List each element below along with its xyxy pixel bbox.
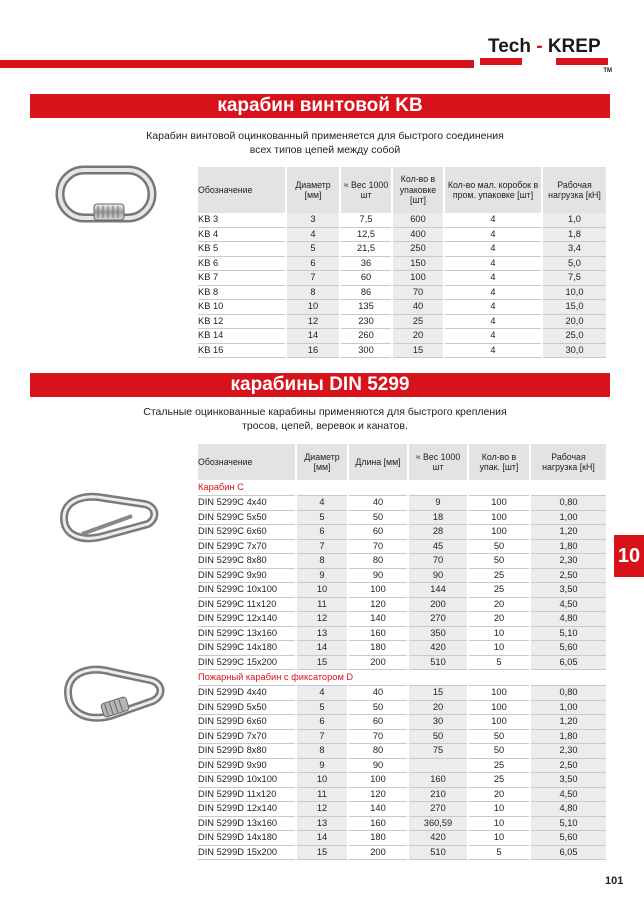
table-cell: 1,80 — [530, 729, 606, 744]
table-cell: 11 — [296, 597, 348, 612]
table-cell: 135 — [340, 300, 392, 315]
table-cell: 6,05 — [530, 845, 606, 860]
table-cell: 100 — [468, 700, 530, 715]
table-cell: 10,0 — [542, 285, 606, 300]
din-d-table-row — [198, 773, 606, 788]
table-cell: DIN 5299D 14x180 — [198, 831, 296, 846]
table-cell: 140 — [348, 802, 408, 817]
table-cell: 270 — [408, 802, 468, 817]
table-cell: DIN 5299C 8x80 — [198, 554, 296, 569]
table-cell: 510 — [408, 845, 468, 860]
table-cell: 160 — [348, 816, 408, 831]
table-cell: 10 — [468, 802, 530, 817]
table-cell: 100 — [392, 271, 444, 286]
table-cell: 7,5 — [542, 271, 606, 286]
table-cell: KB 5 — [198, 242, 286, 257]
table-cell: 260 — [340, 329, 392, 344]
table-cell: DIN 5299C 14x180 — [198, 641, 296, 656]
din-col-header: Длина [мм] — [348, 444, 408, 480]
table-cell: 10 — [468, 831, 530, 846]
table-cell: 10 — [468, 626, 530, 641]
table-cell: KB 8 — [198, 285, 286, 300]
table-cell: 350 — [408, 626, 468, 641]
table-cell: KB 10 — [198, 300, 286, 315]
kb-col-header: Обозначение — [198, 167, 286, 213]
table-cell: 80 — [348, 554, 408, 569]
table-cell: 30 — [408, 715, 468, 730]
din-c-table-row — [198, 554, 606, 569]
table-cell: 250 — [392, 242, 444, 257]
section-kb-title-text: карабин винтовой — [217, 95, 396, 116]
din-col-header: Кол-во в упак. [шт] — [468, 444, 530, 480]
table-cell: 4 — [444, 314, 542, 329]
table-cell: 8 — [286, 285, 340, 300]
table-cell: 5,10 — [530, 816, 606, 831]
table-cell: 1,20 — [530, 715, 606, 730]
table-cell: 60 — [348, 715, 408, 730]
table-cell: 86 — [340, 285, 392, 300]
table-cell: 2,30 — [530, 554, 606, 569]
kb-spec-table — [198, 167, 606, 358]
table-cell: 150 — [392, 256, 444, 271]
table-cell: 300 — [340, 343, 392, 358]
table-cell: 20 — [392, 329, 444, 344]
din-d-table-row — [198, 845, 606, 860]
section-kb-title — [30, 94, 610, 118]
din-d-table-row — [198, 744, 606, 759]
table-cell: 2,50 — [530, 568, 606, 583]
table-cell: 70 — [348, 539, 408, 554]
din-c-table-row — [198, 612, 606, 627]
header-stripe — [0, 60, 474, 68]
table-cell: DIN 5299C 7x70 — [198, 539, 296, 554]
table-cell: 4 — [444, 256, 542, 271]
section-kb-description-line2: всех типов цепей между собой — [249, 144, 401, 156]
table-cell: 50 — [408, 729, 468, 744]
table-cell: 60 — [340, 271, 392, 286]
table-cell: KB 16 — [198, 343, 286, 358]
din-c-table-row — [198, 496, 606, 511]
table-cell: 20 — [468, 597, 530, 612]
table-cell: 4,50 — [530, 787, 606, 802]
kb-col-header: Кол-во в упаковке [шт] — [392, 167, 444, 213]
table-cell: 75 — [408, 744, 468, 759]
table-cell: 5 — [468, 655, 530, 670]
brand-separator: - — [530, 36, 548, 57]
table-cell: DIN 5299C 5x50 — [198, 510, 296, 525]
table-cell: 1,8 — [542, 227, 606, 242]
table-cell: 420 — [408, 831, 468, 846]
table-cell: 50 — [468, 539, 530, 554]
table-cell: 4 — [444, 227, 542, 242]
table-cell: DIN 5299C 11x120 — [198, 597, 296, 612]
table-cell: 6 — [286, 256, 340, 271]
din-d-table-row — [198, 729, 606, 744]
table-cell: 6 — [296, 525, 348, 540]
table-cell: 100 — [468, 715, 530, 730]
table-cell: 100 — [468, 525, 530, 540]
table-cell: 7 — [286, 271, 340, 286]
kb-col-header: Кол-во мал. коробок в пром. упаковке [шт] — [444, 167, 542, 213]
table-cell: 6 — [296, 715, 348, 730]
table-cell: 25 — [392, 314, 444, 329]
table-cell: 1,80 — [530, 539, 606, 554]
table-cell: 1,0 — [542, 213, 606, 227]
table-cell: 4 — [444, 343, 542, 358]
table-cell: 360,59 — [408, 816, 468, 831]
section-kb-description — [100, 129, 550, 157]
trademark-mark: TM — [603, 68, 612, 74]
carabiner-d-image — [50, 660, 170, 730]
table-cell: DIN 5299D 4x40 — [198, 686, 296, 701]
table-cell: KB 14 — [198, 329, 286, 344]
table-cell: 40 — [348, 496, 408, 511]
table-cell: 25 — [468, 773, 530, 788]
table-cell: 5,0 — [542, 256, 606, 271]
section-din5299-description-line2: тросов, цепей, веревок и канатов. — [242, 420, 408, 432]
table-cell: 20 — [468, 612, 530, 627]
table-cell: 4 — [444, 242, 542, 257]
group-carabiner-d — [198, 670, 606, 686]
table-cell: 20 — [408, 700, 468, 715]
table-cell: 15 — [296, 655, 348, 670]
table-cell: DIN 5299C 12x140 — [198, 612, 296, 627]
table-cell: 7,5 — [340, 213, 392, 227]
table-cell: KB 4 — [198, 227, 286, 242]
table-cell: 70 — [348, 729, 408, 744]
table-cell: 10 — [286, 300, 340, 315]
table-cell: DIN 5299C 13x160 — [198, 626, 296, 641]
brand-right: KREP — [547, 36, 601, 57]
table-cell: 200 — [348, 845, 408, 860]
table-cell: 9 — [408, 496, 468, 511]
table-cell: DIN 5299C 9x90 — [198, 568, 296, 583]
table-cell: 200 — [348, 655, 408, 670]
din-table-header — [198, 444, 606, 480]
group-carabiner-d-label: Пожарный карабин с фиксатором D — [198, 670, 606, 686]
table-cell: 0,80 — [530, 686, 606, 701]
din-col-header: Диаметр [мм] — [296, 444, 348, 480]
table-cell: 70 — [392, 285, 444, 300]
din-c-table-row — [198, 626, 606, 641]
table-cell: 180 — [348, 831, 408, 846]
section-din5299-title — [30, 373, 610, 397]
table-cell: 180 — [348, 641, 408, 656]
din-c-table-row — [198, 568, 606, 583]
table-cell: 144 — [408, 583, 468, 598]
table-cell: 21,5 — [340, 242, 392, 257]
section-din5299-description — [100, 405, 550, 433]
din-d-table-row — [198, 686, 606, 701]
kb-col-header: ≈ Вес 1000 шт — [340, 167, 392, 213]
din-d-table-row — [198, 715, 606, 730]
table-cell: DIN 5299D 9x90 — [198, 758, 296, 773]
din5299-spec-table — [198, 444, 606, 860]
carabiner-c-image — [44, 488, 164, 548]
table-cell: 4 — [286, 227, 340, 242]
table-cell: DIN 5299D 8x80 — [198, 744, 296, 759]
din-d-table-row — [198, 831, 606, 846]
din-c-table-row — [198, 597, 606, 612]
table-cell: DIN 5299D 12x140 — [198, 802, 296, 817]
table-cell: 25 — [468, 758, 530, 773]
table-cell: 25 — [468, 568, 530, 583]
group-carabiner-c — [198, 480, 606, 496]
table-cell: DIN 5299D 15x200 — [198, 845, 296, 860]
table-cell: 14 — [286, 329, 340, 344]
table-cell: 70 — [408, 554, 468, 569]
table-cell: 510 — [408, 655, 468, 670]
table-cell: 210 — [408, 787, 468, 802]
table-cell: 40 — [392, 300, 444, 315]
table-cell: 600 — [392, 213, 444, 227]
table-cell: KB 3 — [198, 213, 286, 227]
din-col-header: Рабочая нагрузка [кН] — [530, 444, 606, 480]
table-cell: 100 — [468, 686, 530, 701]
din-d-table-row — [198, 802, 606, 817]
table-cell: 6,05 — [530, 655, 606, 670]
table-cell: 4 — [444, 300, 542, 315]
table-cell: 200 — [408, 597, 468, 612]
table-cell: 1,20 — [530, 525, 606, 540]
table-cell: DIN 5299D 6x60 — [198, 715, 296, 730]
table-cell: 12 — [286, 314, 340, 329]
table-cell: 8 — [296, 554, 348, 569]
brand-logo — [478, 28, 618, 74]
table-cell: 1,00 — [530, 700, 606, 715]
table-cell: 3,4 — [542, 242, 606, 257]
table-cell: 80 — [348, 744, 408, 759]
table-cell: 50 — [348, 510, 408, 525]
table-cell: 100 — [468, 496, 530, 511]
kb-table-row — [198, 256, 606, 271]
logo-bar-left — [480, 58, 522, 65]
table-cell: KB 6 — [198, 256, 286, 271]
table-cell: 12 — [296, 802, 348, 817]
table-cell: 120 — [348, 787, 408, 802]
table-cell: 0,80 — [530, 496, 606, 511]
din-d-table-row — [198, 787, 606, 802]
table-cell: 9 — [296, 568, 348, 583]
kb-table-row — [198, 329, 606, 344]
kb-table-row — [198, 242, 606, 257]
table-cell: 4 — [444, 213, 542, 227]
table-cell: 12 — [296, 612, 348, 627]
din-c-table-row — [198, 525, 606, 540]
table-cell: 16 — [286, 343, 340, 358]
table-cell: 5 — [286, 242, 340, 257]
kb-table-row — [198, 314, 606, 329]
table-cell: 14 — [296, 641, 348, 656]
table-cell: DIN 5299C 15x200 — [198, 655, 296, 670]
table-cell: 30,0 — [542, 343, 606, 358]
kb-table-row — [198, 213, 606, 227]
din-d-table-row — [198, 758, 606, 773]
table-cell: 5,60 — [530, 831, 606, 846]
kb-table-row — [198, 343, 606, 358]
table-cell: DIN 5299C 10x100 — [198, 583, 296, 598]
section-din5299-title-text: карабины — [230, 374, 330, 395]
table-cell: 60 — [348, 525, 408, 540]
kb-col-header: Рабочая нагрузка [кН] — [542, 167, 606, 213]
chapter-tab: 10 — [614, 535, 644, 577]
din-col-header: ≈ Вес 1000 шт — [408, 444, 468, 480]
table-cell: 420 — [408, 641, 468, 656]
kb-table-row — [198, 300, 606, 315]
table-cell: 20 — [468, 787, 530, 802]
table-cell: DIN 5299D 13x160 — [198, 816, 296, 831]
table-cell: DIN 5299D 11x120 — [198, 787, 296, 802]
table-cell: 7 — [296, 539, 348, 554]
table-cell: 3 — [286, 213, 340, 227]
table-cell: 4 — [444, 329, 542, 344]
table-cell: 90 — [408, 568, 468, 583]
kb-col-header: Диаметр [мм] — [286, 167, 340, 213]
table-cell: 13 — [296, 626, 348, 641]
table-cell: 270 — [408, 612, 468, 627]
table-cell: 9 — [296, 758, 348, 773]
table-cell — [408, 758, 468, 773]
din-c-table-row — [198, 641, 606, 656]
kb-table-row — [198, 227, 606, 242]
screw-link-carabiner-image — [52, 160, 162, 230]
din-c-table-row — [198, 583, 606, 598]
table-cell: 90 — [348, 568, 408, 583]
table-cell: 5,10 — [530, 626, 606, 641]
kb-table-header — [198, 167, 606, 213]
table-cell: 13 — [296, 816, 348, 831]
table-cell: DIN 5299D 10x100 — [198, 773, 296, 788]
table-cell: 12,5 — [340, 227, 392, 242]
table-cell: 15 — [408, 686, 468, 701]
kb-table-row — [198, 285, 606, 300]
table-cell: DIN 5299D 7x70 — [198, 729, 296, 744]
table-cell: 230 — [340, 314, 392, 329]
section-kb-title-code: KB — [395, 95, 423, 116]
section-din5299-title-code: DIN 5299 — [329, 374, 410, 395]
kb-table-row — [198, 271, 606, 286]
table-cell: 5 — [468, 845, 530, 860]
table-cell: 7 — [296, 729, 348, 744]
table-cell: 90 — [348, 758, 408, 773]
table-cell: 4 — [296, 496, 348, 511]
table-cell: 10 — [296, 773, 348, 788]
table-cell: 36 — [340, 256, 392, 271]
table-cell: 25,0 — [542, 329, 606, 344]
table-cell: 4,80 — [530, 612, 606, 627]
table-cell: 8 — [296, 744, 348, 759]
page-number: 101 — [605, 875, 624, 887]
group-carabiner-c-label: Карабин С — [198, 480, 606, 496]
table-cell: 120 — [348, 597, 408, 612]
table-cell: 10 — [468, 816, 530, 831]
din-c-table-row — [198, 510, 606, 525]
table-cell: 4,50 — [530, 597, 606, 612]
table-cell: DIN 5299C 4x40 — [198, 496, 296, 511]
table-cell: 28 — [408, 525, 468, 540]
table-cell: 3,50 — [530, 773, 606, 788]
table-cell: 1,00 — [530, 510, 606, 525]
din-c-table-row — [198, 539, 606, 554]
table-cell: 15 — [392, 343, 444, 358]
table-cell: 160 — [408, 773, 468, 788]
table-cell: 4 — [444, 271, 542, 286]
table-cell: 14 — [296, 831, 348, 846]
din-d-table-row — [198, 700, 606, 715]
table-cell: DIN 5299C 6x60 — [198, 525, 296, 540]
table-cell: 160 — [348, 626, 408, 641]
table-cell: 45 — [408, 539, 468, 554]
table-cell: 2,30 — [530, 744, 606, 759]
table-cell: 100 — [468, 510, 530, 525]
table-cell: 4 — [296, 686, 348, 701]
table-cell: 50 — [348, 700, 408, 715]
table-cell: KB 7 — [198, 271, 286, 286]
table-cell: 4,80 — [530, 802, 606, 817]
brand-left: Tech — [488, 36, 531, 57]
din-d-table-row — [198, 816, 606, 831]
table-cell: 50 — [468, 554, 530, 569]
table-cell: 50 — [468, 729, 530, 744]
table-cell: 40 — [348, 686, 408, 701]
table-cell: 50 — [468, 744, 530, 759]
table-cell: 15 — [296, 845, 348, 860]
table-cell: 100 — [348, 583, 408, 598]
table-cell: 11 — [296, 787, 348, 802]
section-din5299-description-line1: Стальные оцинкованные карабины применяются для быстрого крепления — [143, 406, 507, 418]
table-cell: 5 — [296, 700, 348, 715]
table-cell: 10 — [296, 583, 348, 598]
table-cell: 20,0 — [542, 314, 606, 329]
table-cell: 4 — [444, 285, 542, 300]
table-cell: KB 12 — [198, 314, 286, 329]
table-cell: DIN 5299D 5x50 — [198, 700, 296, 715]
table-cell: 140 — [348, 612, 408, 627]
table-cell: 2,50 — [530, 758, 606, 773]
logo-bar-right — [556, 58, 608, 65]
din-col-header: Обозначение — [198, 444, 296, 480]
table-cell: 10 — [468, 641, 530, 656]
table-cell: 400 — [392, 227, 444, 242]
table-cell: 5,60 — [530, 641, 606, 656]
table-cell: 100 — [348, 773, 408, 788]
section-kb-description-line1: Карабин винтовой оцинкованный применяется для быстрого соединения — [146, 130, 504, 142]
table-cell: 25 — [468, 583, 530, 598]
table-cell: 5 — [296, 510, 348, 525]
table-cell: 15,0 — [542, 300, 606, 315]
table-cell: 3,50 — [530, 583, 606, 598]
table-cell: 18 — [408, 510, 468, 525]
din-c-table-row — [198, 655, 606, 670]
